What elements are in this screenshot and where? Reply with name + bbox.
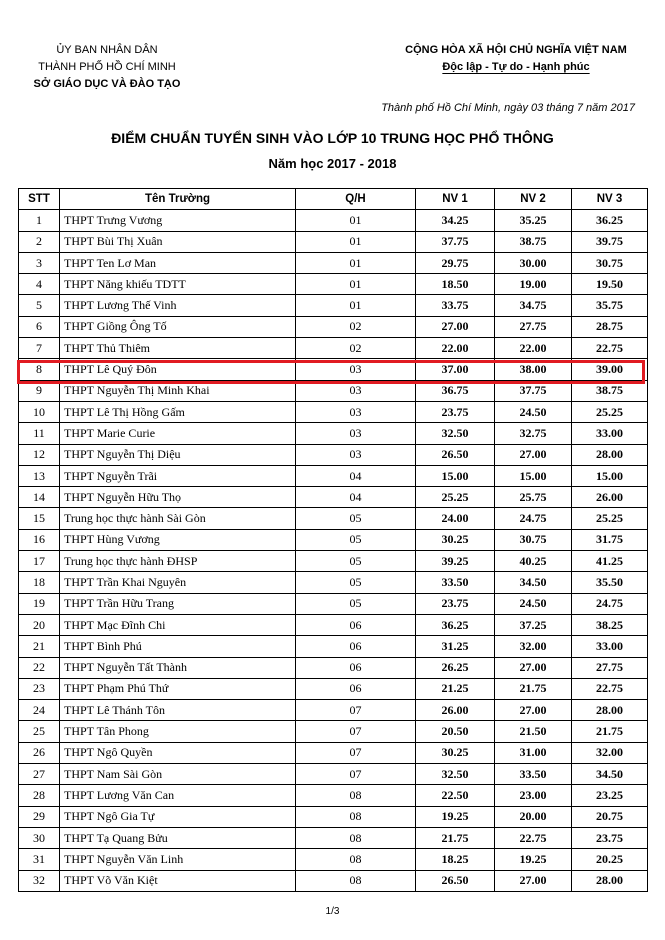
cell-district: 05	[296, 572, 416, 593]
table-row	[19, 252, 648, 273]
cell-stt: 6	[19, 316, 60, 337]
cell-nv1: 21.75	[416, 827, 495, 848]
cell-school-name: THPT Ngô Gia Tự	[60, 806, 296, 827]
cell-nv3: 22.75	[572, 338, 648, 359]
cell-nv2: 19.00	[495, 274, 572, 295]
table-row	[19, 806, 648, 827]
cell-nv1: 33.50	[416, 572, 495, 593]
cell-school-name: THPT Ten Lơ Man	[60, 252, 296, 273]
cell-nv2: 21.50	[495, 721, 572, 742]
cell-nv2: 24.50	[495, 593, 572, 614]
cell-nv1: 26.00	[416, 700, 495, 721]
cell-nv1: 30.25	[416, 742, 495, 763]
cell-nv3: 25.25	[572, 401, 648, 422]
cell-nv2: 30.75	[495, 529, 572, 550]
cell-stt: 26	[19, 742, 60, 763]
cell-nv3: 28.75	[572, 316, 648, 337]
cell-nv2: 25.75	[495, 487, 572, 508]
cell-school-name: THPT Mạc Đĩnh Chi	[60, 614, 296, 635]
cell-nv1: 20.50	[416, 721, 495, 742]
cell-school-name: THPT Hùng Vương	[60, 529, 296, 550]
cell-nv1: 32.50	[416, 423, 495, 444]
cell-district: 02	[296, 316, 416, 337]
cell-nv2: 27.75	[495, 316, 572, 337]
table-row	[19, 401, 648, 422]
cell-nv1: 19.25	[416, 806, 495, 827]
cell-nv2: 22.75	[495, 827, 572, 848]
cell-nv1: 37.00	[416, 359, 495, 380]
cell-district: 03	[296, 444, 416, 465]
cell-nv2: 22.00	[495, 338, 572, 359]
cell-nv2: 37.75	[495, 380, 572, 401]
table-row	[19, 231, 648, 252]
cell-nv3: 24.75	[572, 593, 648, 614]
cell-district: 07	[296, 721, 416, 742]
cell-stt: 16	[19, 529, 60, 550]
cell-nv2: 34.75	[495, 295, 572, 316]
cell-nv3: 15.00	[572, 465, 648, 486]
cell-district: 05	[296, 593, 416, 614]
column-header-district: Q/H	[296, 189, 416, 210]
cell-stt: 21	[19, 636, 60, 657]
column-header-nv3: NV 3	[572, 189, 648, 210]
cell-nv1: 22.00	[416, 338, 495, 359]
cell-nv3: 20.25	[572, 849, 648, 870]
table-header-row	[19, 189, 648, 210]
cell-nv1: 39.25	[416, 551, 495, 572]
cell-stt: 14	[19, 487, 60, 508]
cell-district: 05	[296, 551, 416, 572]
cell-district: 08	[296, 849, 416, 870]
cell-school-name: THPT Thủ Thiêm	[60, 338, 296, 359]
cell-stt: 3	[19, 252, 60, 273]
cell-school-name: THPT Lương Thế Vinh	[60, 295, 296, 316]
cell-nv1: 37.75	[416, 231, 495, 252]
cell-nv1: 31.25	[416, 636, 495, 657]
cell-school-name: THPT Ngô Quyền	[60, 742, 296, 763]
table-row	[19, 444, 648, 465]
cell-district: 03	[296, 380, 416, 401]
cell-district: 07	[296, 700, 416, 721]
cell-stt: 5	[19, 295, 60, 316]
table-row	[19, 849, 648, 870]
country-name: CỘNG HÒA XÃ HỘI CHỦ NGHĨA VIỆT NAM	[405, 44, 627, 56]
document-title: ĐIỂM CHUẨN TUYỂN SINH VÀO LỚP 10 TRUNG HỌC PHỔ THÔNG	[111, 130, 554, 146]
table-row	[19, 551, 648, 572]
cell-district: 05	[296, 508, 416, 529]
cell-nv2: 30.00	[495, 252, 572, 273]
cell-nv3: 20.75	[572, 806, 648, 827]
table-row	[19, 593, 648, 614]
cell-stt: 27	[19, 764, 60, 785]
cell-school-name: THPT Nam Sài Gòn	[60, 764, 296, 785]
cell-stt: 9	[19, 380, 60, 401]
cell-nv3: 28.00	[572, 870, 648, 891]
cell-stt: 20	[19, 614, 60, 635]
cell-district: 01	[296, 210, 416, 231]
cell-school-name: THPT Bình Phú	[60, 636, 296, 657]
cell-nv1: 36.75	[416, 380, 495, 401]
page-number: 1/3	[325, 906, 340, 917]
cell-stt: 29	[19, 806, 60, 827]
cell-stt: 23	[19, 678, 60, 699]
cell-school-name: THPT Trần Hữu Trang	[60, 593, 296, 614]
issuer-line-3: SỞ GIÁO DỤC VÀ ĐÀO TẠO	[33, 78, 181, 90]
cell-school-name: Trung học thực hành ĐHSP	[60, 551, 296, 572]
table-row	[19, 210, 648, 231]
cell-district: 08	[296, 806, 416, 827]
cell-nv2: 21.75	[495, 678, 572, 699]
scores-table	[18, 188, 648, 892]
cell-nv2: 20.00	[495, 806, 572, 827]
cell-nv1: 18.50	[416, 274, 495, 295]
table-row	[19, 785, 648, 806]
table-row	[19, 508, 648, 529]
cell-school-name: THPT Tạ Quang Bửu	[60, 827, 296, 848]
cell-district: 03	[296, 423, 416, 444]
cell-school-name: THPT Nguyễn Thị Diệu	[60, 444, 296, 465]
cell-stt: 32	[19, 870, 60, 891]
cell-nv1: 23.75	[416, 401, 495, 422]
table-row	[19, 657, 648, 678]
cell-nv2: 32.00	[495, 636, 572, 657]
cell-school-name: THPT Nguyễn Trãi	[60, 465, 296, 486]
cell-stt: 24	[19, 700, 60, 721]
table-row	[19, 380, 648, 401]
cell-nv1: 26.25	[416, 657, 495, 678]
cell-school-name: THPT Tân Phong	[60, 721, 296, 742]
cell-nv1: 32.50	[416, 764, 495, 785]
cell-nv3: 31.75	[572, 529, 648, 550]
cell-nv3: 28.00	[572, 700, 648, 721]
cell-nv1: 30.25	[416, 529, 495, 550]
cell-nv2: 27.00	[495, 657, 572, 678]
cell-nv3: 21.75	[572, 721, 648, 742]
cell-nv1: 26.50	[416, 870, 495, 891]
cell-nv2: 38.00	[495, 359, 572, 380]
cell-school-name: THPT Bùi Thị Xuân	[60, 231, 296, 252]
issuer-line-2: THÀNH PHỐ HỒ CHÍ MINH	[38, 61, 176, 73]
cell-district: 01	[296, 274, 416, 295]
cell-school-name: THPT Lê Thị Hồng Gấm	[60, 401, 296, 422]
cell-district: 08	[296, 785, 416, 806]
cell-nv1: 29.75	[416, 252, 495, 273]
cell-nv3: 32.00	[572, 742, 648, 763]
cell-stt: 17	[19, 551, 60, 572]
table-row	[19, 359, 648, 380]
cell-nv3: 22.75	[572, 678, 648, 699]
cell-stt: 31	[19, 849, 60, 870]
cell-district: 01	[296, 252, 416, 273]
cell-nv3: 23.75	[572, 827, 648, 848]
cell-district: 06	[296, 636, 416, 657]
issuer-line-1: ỦY BAN NHÂN DÂN	[56, 44, 158, 56]
cell-nv3: 41.25	[572, 551, 648, 572]
cell-district: 04	[296, 465, 416, 486]
cell-nv2: 40.25	[495, 551, 572, 572]
table-row	[19, 678, 648, 699]
cell-nv3: 19.50	[572, 274, 648, 295]
cell-school-name: THPT Nguyễn Văn Linh	[60, 849, 296, 870]
cell-district: 06	[296, 657, 416, 678]
cell-nv2: 38.75	[495, 231, 572, 252]
cell-nv3: 35.75	[572, 295, 648, 316]
table-row	[19, 572, 648, 593]
table-row	[19, 487, 648, 508]
cell-school-name: THPT Marie Curie	[60, 423, 296, 444]
motto: Độc lập - Tự do - Hạnh phúc	[442, 61, 590, 73]
cell-nv2: 19.25	[495, 849, 572, 870]
cell-school-name: THPT Năng khiếu TDTT	[60, 274, 296, 295]
column-header-school: Tên Trường	[60, 189, 296, 210]
cell-nv3: 36.25	[572, 210, 648, 231]
cell-nv1: 33.75	[416, 295, 495, 316]
table-row	[19, 423, 648, 444]
document-subtitle: Năm học 2017 - 2018	[268, 156, 397, 171]
cell-school-name: THPT Lương Văn Can	[60, 785, 296, 806]
cell-nv1: 23.75	[416, 593, 495, 614]
cell-nv3: 39.00	[572, 359, 648, 380]
table-row	[19, 338, 648, 359]
table-row	[19, 529, 648, 550]
cell-nv2: 23.00	[495, 785, 572, 806]
table-row	[19, 827, 648, 848]
table-row	[19, 742, 648, 763]
cell-school-name: Trung học thực hành Sài Gòn	[60, 508, 296, 529]
cell-district: 05	[296, 529, 416, 550]
cell-stt: 11	[19, 423, 60, 444]
cell-school-name: THPT Nguyễn Hữu Thọ	[60, 487, 296, 508]
cell-nv3: 34.50	[572, 764, 648, 785]
table-row	[19, 721, 648, 742]
cell-nv2: 33.50	[495, 764, 572, 785]
cell-nv3: 39.75	[572, 231, 648, 252]
national-motto-block	[391, 42, 641, 76]
cell-nv3: 25.25	[572, 508, 648, 529]
cell-nv3: 27.75	[572, 657, 648, 678]
cell-stt: 22	[19, 657, 60, 678]
cell-nv3: 38.25	[572, 614, 648, 635]
table-row	[19, 614, 648, 635]
cell-nv2: 37.25	[495, 614, 572, 635]
cell-nv3: 28.00	[572, 444, 648, 465]
cell-district: 03	[296, 401, 416, 422]
cell-district: 04	[296, 487, 416, 508]
column-header-nv1: NV 1	[416, 189, 495, 210]
cell-district: 01	[296, 231, 416, 252]
cell-nv2: 31.00	[495, 742, 572, 763]
table-row	[19, 316, 648, 337]
cell-stt: 19	[19, 593, 60, 614]
cell-nv2: 32.75	[495, 423, 572, 444]
cell-stt: 30	[19, 827, 60, 848]
cell-school-name: THPT Võ Văn Kiệt	[60, 870, 296, 891]
cell-nv2: 27.00	[495, 700, 572, 721]
table-row	[19, 295, 648, 316]
cell-stt: 1	[19, 210, 60, 231]
column-header-stt: STT	[19, 189, 60, 210]
cell-nv1: 21.25	[416, 678, 495, 699]
cell-school-name: THPT Phạm Phú Thứ	[60, 678, 296, 699]
cell-nv1: 22.50	[416, 785, 495, 806]
cell-nv3: 35.50	[572, 572, 648, 593]
cell-stt: 28	[19, 785, 60, 806]
dateline: Thành phố Hồ Chí Minh, ngày 03 tháng 7 năm 2017	[381, 102, 635, 114]
cell-nv2: 24.50	[495, 401, 572, 422]
cell-nv3: 33.00	[572, 423, 648, 444]
cell-stt: 4	[19, 274, 60, 295]
table-row	[19, 870, 648, 891]
table-row	[19, 764, 648, 785]
cell-school-name: THPT Lê Quý Đôn	[60, 359, 296, 380]
cell-nv1: 18.25	[416, 849, 495, 870]
cell-stt: 2	[19, 231, 60, 252]
cell-nv3: 26.00	[572, 487, 648, 508]
cell-stt: 7	[19, 338, 60, 359]
cell-district: 03	[296, 359, 416, 380]
cell-nv3: 23.25	[572, 785, 648, 806]
cell-school-name: THPT Giồng Ông Tố	[60, 316, 296, 337]
cell-school-name: THPT Nguyễn Thị Minh Khai	[60, 380, 296, 401]
table-row	[19, 465, 648, 486]
cell-nv2: 34.50	[495, 572, 572, 593]
cell-district: 06	[296, 678, 416, 699]
cell-school-name: THPT Trần Khai Nguyên	[60, 572, 296, 593]
issuer-block	[22, 42, 192, 93]
cell-nv2: 27.00	[495, 444, 572, 465]
column-header-nv2: NV 2	[495, 189, 572, 210]
cell-nv1: 27.00	[416, 316, 495, 337]
cell-school-name: THPT Lê Thánh Tôn	[60, 700, 296, 721]
cell-nv1: 26.50	[416, 444, 495, 465]
cell-school-name: THPT Trưng Vương	[60, 210, 296, 231]
cell-nv3: 30.75	[572, 252, 648, 273]
cell-district: 08	[296, 827, 416, 848]
cell-nv1: 34.25	[416, 210, 495, 231]
cell-nv2: 35.25	[495, 210, 572, 231]
cell-stt: 13	[19, 465, 60, 486]
cell-stt: 10	[19, 401, 60, 422]
cell-district: 07	[296, 764, 416, 785]
cell-school-name: THPT Nguyễn Tất Thành	[60, 657, 296, 678]
cell-stt: 15	[19, 508, 60, 529]
cell-nv2: 27.00	[495, 870, 572, 891]
cell-district: 06	[296, 614, 416, 635]
cell-nv3: 33.00	[572, 636, 648, 657]
table-row	[19, 636, 648, 657]
cell-nv1: 25.25	[416, 487, 495, 508]
cell-nv1: 24.00	[416, 508, 495, 529]
cell-nv1: 15.00	[416, 465, 495, 486]
cell-stt: 25	[19, 721, 60, 742]
cell-nv1: 36.25	[416, 614, 495, 635]
cell-district: 01	[296, 295, 416, 316]
cell-stt: 18	[19, 572, 60, 593]
cell-stt: 12	[19, 444, 60, 465]
cell-district: 02	[296, 338, 416, 359]
table-row	[19, 700, 648, 721]
cell-district: 07	[296, 742, 416, 763]
cell-nv2: 15.00	[495, 465, 572, 486]
table-row	[19, 274, 648, 295]
cell-district: 08	[296, 870, 416, 891]
cell-nv3: 38.75	[572, 380, 648, 401]
cell-nv2: 24.75	[495, 508, 572, 529]
cell-stt: 8	[19, 359, 60, 380]
